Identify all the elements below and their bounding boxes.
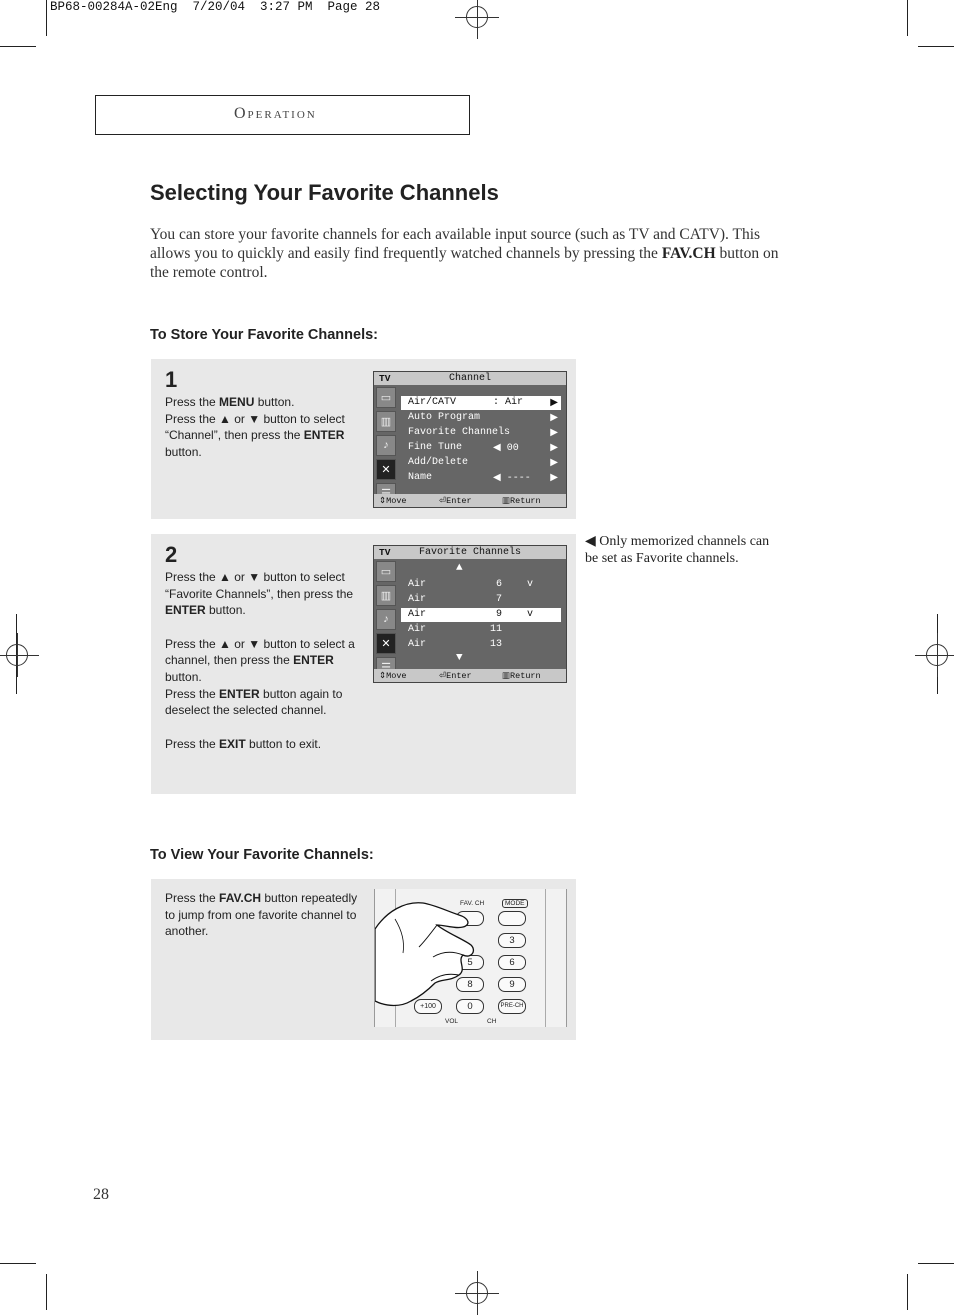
store-heading: To Store Your Favorite Channels: bbox=[150, 327, 379, 343]
channel-number: 13 bbox=[490, 639, 503, 650]
right-arrow-icon: ▶ bbox=[550, 428, 558, 439]
section-header-box bbox=[95, 95, 470, 135]
key-plus100: +100 bbox=[414, 999, 442, 1014]
t: button again to deselect the selected channel. bbox=[165, 686, 343, 718]
remote-illustration bbox=[374, 889, 567, 1027]
t: button. bbox=[165, 444, 202, 459]
ch-label: CH bbox=[487, 1018, 497, 1025]
crop-mark bbox=[918, 1263, 954, 1264]
row-label: Air/CATV bbox=[408, 397, 457, 408]
crop-mark bbox=[46, 0, 47, 36]
row-value: ◀ 00 bbox=[493, 443, 519, 454]
channel-number: 11 bbox=[490, 624, 503, 635]
move-hint: ⇕Move bbox=[379, 496, 407, 506]
enter-label: Enter bbox=[446, 671, 472, 681]
t: Press the bbox=[165, 395, 220, 409]
row-value: : Air bbox=[493, 397, 524, 408]
t: ENTER bbox=[219, 686, 260, 701]
osd-row bbox=[401, 593, 561, 607]
channel-menu-screen bbox=[373, 371, 567, 508]
osd-header bbox=[374, 546, 566, 559]
right-arrow-icon: ▶ bbox=[550, 398, 558, 409]
osd-row bbox=[401, 441, 561, 455]
t: Press the bbox=[165, 891, 220, 905]
osd-title: Channel bbox=[448, 373, 491, 384]
side-note: ◀ Only memorized channels can be set as Favorite channels. bbox=[585, 534, 770, 566]
picture-icon: ▥ bbox=[376, 411, 396, 432]
intro-text: You can store your favorite channels for each available input source (such as TV and CATV). This allows you to quickly and easily find frequently watched channels by pressing the bbox=[150, 226, 761, 262]
scroll-up-icon: ▲ bbox=[456, 562, 463, 574]
osd-header bbox=[374, 372, 566, 385]
osd-row bbox=[401, 608, 561, 622]
t: MENU bbox=[219, 395, 255, 409]
channel-number: 9 bbox=[496, 609, 503, 620]
crop-mark bbox=[0, 46, 36, 47]
osd-sidebar bbox=[375, 560, 397, 681]
key-9: 9 bbox=[498, 977, 526, 992]
view-heading: To View Your Favorite Channels: bbox=[150, 847, 374, 863]
page-title: Selecting Your Favorite Channels bbox=[150, 180, 499, 205]
osd-row bbox=[401, 471, 561, 485]
osd-row bbox=[401, 411, 561, 425]
channel-antenna-icon: ✕ bbox=[376, 459, 396, 480]
favorite-mark: v bbox=[527, 609, 534, 620]
input-icon: ▭ bbox=[376, 561, 396, 582]
row-label: Name bbox=[408, 472, 433, 483]
right-arrow-icon: ▶ bbox=[550, 413, 558, 424]
tv-label: TV bbox=[379, 547, 391, 558]
key-6: 6 bbox=[498, 955, 526, 970]
sound-icon: ♪ bbox=[376, 609, 396, 630]
t: ENTER bbox=[303, 428, 345, 443]
t: button repeatedly to jump from one favorite channel to another. bbox=[165, 891, 358, 939]
osd-footer bbox=[374, 494, 566, 507]
registration-mark bbox=[466, 6, 488, 28]
step1-number: 1 bbox=[165, 367, 178, 392]
t: button. bbox=[165, 669, 202, 684]
osd-sidebar bbox=[375, 386, 397, 507]
enter-hint: ⏎Enter bbox=[439, 496, 472, 506]
t: button. bbox=[254, 395, 295, 409]
crop-mark bbox=[46, 1274, 47, 1310]
channel-number: 6 bbox=[496, 579, 503, 590]
right-arrow-icon: ▶ bbox=[550, 473, 558, 484]
crop-mark bbox=[0, 1263, 36, 1264]
return-label: Return bbox=[510, 671, 541, 681]
row-label: Air bbox=[408, 624, 427, 635]
row-label: Air bbox=[408, 594, 427, 605]
t: FAV.CH bbox=[219, 891, 262, 905]
osd-footer bbox=[374, 669, 566, 682]
crop-mark bbox=[918, 46, 954, 47]
row-label: Air bbox=[408, 639, 427, 650]
channel-number: 7 bbox=[496, 594, 503, 605]
intro-paragraph bbox=[150, 225, 790, 282]
osd-row bbox=[401, 396, 561, 410]
t: button to exit. bbox=[245, 736, 322, 751]
osd-row bbox=[401, 456, 561, 470]
key-3: 3 bbox=[498, 933, 526, 948]
crop-mark bbox=[907, 0, 908, 36]
mode-label: MODE bbox=[502, 899, 528, 908]
row-label: Auto Program bbox=[408, 412, 481, 423]
move-label: Move bbox=[386, 671, 407, 681]
intro-bold: FAV.CH bbox=[661, 245, 716, 262]
registration-mark bbox=[466, 1282, 488, 1304]
osd-row bbox=[401, 638, 561, 652]
return-hint: ▥Return bbox=[502, 496, 541, 506]
move-label: Move bbox=[386, 496, 407, 506]
hand-pressing-icon bbox=[375, 889, 566, 1027]
t: EXIT bbox=[219, 736, 246, 751]
vol-label: VOL bbox=[445, 1018, 459, 1025]
return-hint: ▥Return bbox=[502, 671, 541, 681]
osd-title: Favorite Channels bbox=[418, 547, 522, 558]
row-label: Add/Delete bbox=[408, 457, 469, 468]
tv-label: TV bbox=[379, 373, 391, 384]
row-label: Air bbox=[408, 579, 427, 590]
favorite-channels-screen bbox=[373, 545, 567, 683]
sound-icon: ♪ bbox=[376, 435, 396, 456]
registration-mark bbox=[6, 644, 28, 666]
t: Press the bbox=[165, 736, 220, 751]
t: Press the ▲ or ▼ button to select “Channel”, then press the bbox=[165, 411, 345, 443]
t: ENTER bbox=[165, 603, 206, 618]
row-label: Air bbox=[408, 609, 427, 620]
step2-number: 2 bbox=[165, 542, 178, 567]
intro-text-end: button on the remote control. bbox=[150, 245, 779, 281]
key-8: 8 bbox=[456, 977, 484, 992]
row-value: ◀ ---- bbox=[493, 473, 531, 484]
t: button. bbox=[205, 603, 246, 618]
t: ENTER bbox=[293, 653, 334, 668]
osd-row bbox=[401, 578, 561, 592]
right-arrow-icon: ▶ bbox=[550, 458, 558, 469]
row-label: Fine Tune bbox=[408, 442, 463, 453]
enter-label: Enter bbox=[446, 496, 472, 506]
registration-mark bbox=[926, 644, 948, 666]
channel-antenna-icon: ✕ bbox=[376, 633, 396, 654]
input-icon: ▭ bbox=[376, 387, 396, 408]
section-label: Operation bbox=[234, 105, 317, 122]
key-5: 5 bbox=[456, 955, 484, 970]
row-label: Favorite Channels bbox=[408, 427, 511, 438]
scroll-down-icon: ▼ bbox=[456, 652, 463, 664]
favorite-mark: v bbox=[527, 579, 534, 590]
step1-text bbox=[165, 394, 360, 460]
return-label: Return bbox=[510, 496, 541, 506]
t: Press the ▲ or ▼ button to select a channel, then press the bbox=[165, 636, 355, 668]
right-arrow-icon: ▶ bbox=[550, 443, 558, 454]
osd-row bbox=[401, 623, 561, 637]
crop-mark bbox=[907, 1274, 908, 1310]
t: Press the ▲ or ▼ button to select “Favorite Channels”, then press the bbox=[165, 570, 354, 601]
key-prech: PRE-CH bbox=[498, 999, 526, 1014]
t: Press the bbox=[165, 686, 220, 701]
step2-text bbox=[165, 569, 363, 752]
osd-row bbox=[401, 426, 561, 440]
enter-hint: ⏎Enter bbox=[439, 671, 472, 681]
move-hint: ⇕Move bbox=[379, 671, 407, 681]
view-text bbox=[165, 890, 363, 940]
print-slug: BP68-00284A-02Eng 7/20/04 3:27 PM Page 28 bbox=[50, 0, 381, 14]
picture-icon: ▥ bbox=[376, 585, 396, 606]
page-number: 28 bbox=[93, 1186, 109, 1203]
favch-label: FAV. CH bbox=[460, 900, 485, 907]
key-0: 0 bbox=[456, 999, 484, 1014]
